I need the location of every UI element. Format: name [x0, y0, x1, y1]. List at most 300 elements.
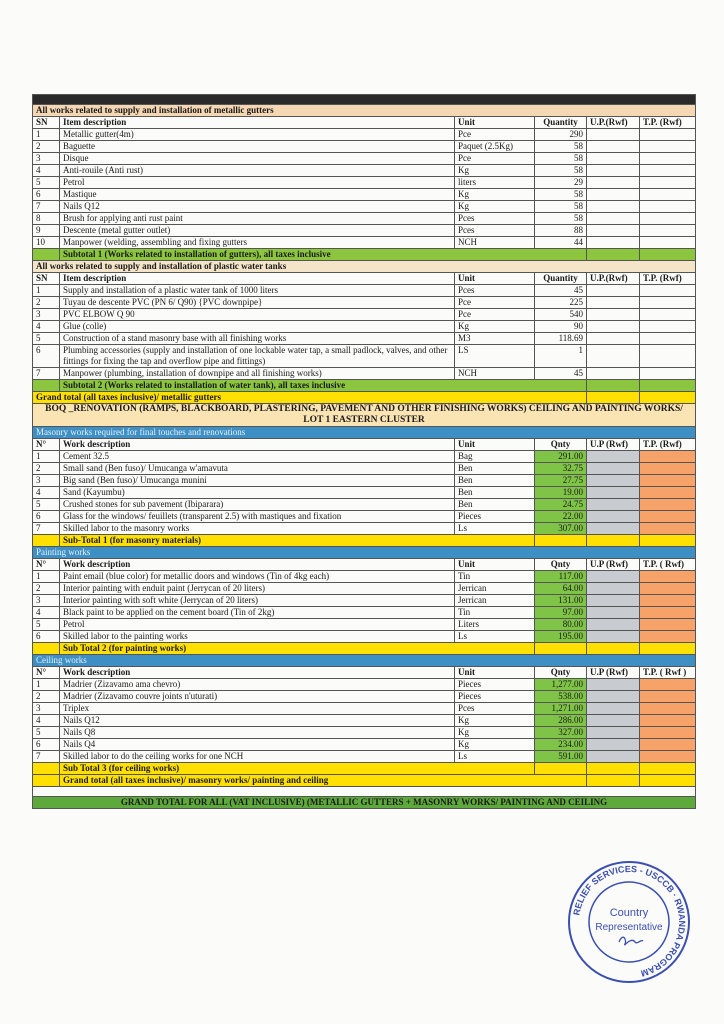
- item-description: Anti-rouile (Anti rust): [60, 165, 455, 177]
- quantity: 1,271.00: [535, 703, 587, 715]
- row-number: 3: [33, 595, 60, 607]
- item-description: Interior painting with soft white (Jerrycan of 20 liters): [60, 595, 455, 607]
- row-number: 1: [33, 451, 60, 463]
- unit: Kg: [455, 165, 535, 177]
- total-price: [640, 691, 696, 703]
- unit: Ls: [455, 751, 535, 763]
- row-number: 1: [33, 571, 60, 583]
- table-row: [33, 571, 696, 583]
- gutters-col-header: Unit: [455, 117, 535, 129]
- unit-price: [587, 703, 640, 715]
- total-price: [640, 345, 696, 368]
- gutters-heading: All works related to supply and installation of metallic gutters: [33, 105, 696, 117]
- table-row: [33, 583, 696, 595]
- unit: Ls: [455, 523, 535, 535]
- gutters-subtotal: Subtotal 1 (Works related to installation of gutters), all taxes inclusive: [60, 249, 587, 261]
- table-row: [33, 451, 696, 463]
- painting-column-header: [33, 559, 696, 571]
- signature-scribble: [619, 937, 643, 945]
- tanks-col-header: SN: [33, 273, 60, 285]
- unit-price: [587, 201, 640, 213]
- table-row: [33, 727, 696, 739]
- item-description: Descente (metal gutter outlet): [60, 225, 455, 237]
- quantity: 27.75: [535, 475, 587, 487]
- total-price: [640, 201, 696, 213]
- unit: Bag: [455, 451, 535, 463]
- unit: Ben: [455, 475, 535, 487]
- quantity: 45: [535, 285, 587, 297]
- total-price: [640, 703, 696, 715]
- quantity: 538.00: [535, 691, 587, 703]
- gutters-col-header: T.P. (Rwf): [640, 117, 696, 129]
- unit-price: [587, 511, 640, 523]
- item-description: Supply and installation of a plastic water tank of 1000 liters: [60, 285, 455, 297]
- total-price: [640, 309, 696, 321]
- tanks-col-header: Item description: [60, 273, 455, 285]
- total-price: [640, 679, 696, 691]
- total-price: [640, 451, 696, 463]
- unit: Jerrican: [455, 583, 535, 595]
- total-price: [640, 321, 696, 333]
- row-number: 3: [33, 309, 60, 321]
- unit: Pce: [455, 297, 535, 309]
- quantity: 58: [535, 213, 587, 225]
- table-row: [33, 511, 696, 523]
- unit-price: [587, 715, 640, 727]
- total-price: [640, 285, 696, 297]
- item-description: Nails Q12: [60, 715, 455, 727]
- table-row: [33, 309, 696, 321]
- table-row: [33, 368, 696, 380]
- table-row: [33, 691, 696, 703]
- table-row: [33, 345, 696, 368]
- row-number: 2: [33, 297, 60, 309]
- unit-price: [587, 739, 640, 751]
- masonry-col-header: N°: [33, 439, 60, 451]
- ceiling-col-header: T.P. ( Rwf ): [640, 667, 696, 679]
- table-row: [33, 201, 696, 213]
- unit: NCH: [455, 237, 535, 249]
- stamp-line-country: Country: [609, 907, 649, 919]
- item-description: Madrier (Zizavamo couvre joints n'uturati): [60, 691, 455, 703]
- unit-price: [587, 321, 640, 333]
- total-price: [640, 475, 696, 487]
- quantity: 1,277.00: [535, 679, 587, 691]
- unit: Tin: [455, 607, 535, 619]
- quantity: 58: [535, 201, 587, 213]
- total-price: [640, 511, 696, 523]
- unit: Pce: [455, 153, 535, 165]
- table-row: [33, 129, 696, 141]
- item-description: Petrol: [60, 619, 455, 631]
- unit-price: [587, 333, 640, 345]
- item-description: Plumbing accessories (supply and installation of one lockable water tap, a small padlock, valves, and other fittings for fixing the tap and overflow pipe and fittings): [60, 345, 455, 368]
- unit: Pces: [455, 703, 535, 715]
- quantity: 291.00: [535, 451, 587, 463]
- item-description: Sand (Kayumbu): [60, 487, 455, 499]
- unit: M3: [455, 333, 535, 345]
- unit: LS: [455, 345, 535, 368]
- unit: Jerrican: [455, 595, 535, 607]
- total-price: [640, 739, 696, 751]
- total-price: [640, 619, 696, 631]
- ceiling-grand-total: Grand total (all taxes inclusive)/ masonry works/ painting and ceiling: [60, 775, 587, 787]
- item-description: Construction of a stand masonry base with all finishing works: [60, 333, 455, 345]
- row-number: 5: [33, 499, 60, 511]
- unit: Ben: [455, 463, 535, 475]
- item-description: Crushed stones for sub pavement (Ibiparara): [60, 499, 455, 511]
- unit-price: [587, 583, 640, 595]
- unit: Kg: [455, 201, 535, 213]
- unit-price: [587, 141, 640, 153]
- unit-price: [587, 285, 640, 297]
- masonry-col-header: Work description: [60, 439, 455, 451]
- quantity: 1: [535, 345, 587, 368]
- item-description: Big sand (Ben fuso)/ Umucanga munini: [60, 475, 455, 487]
- unit: Kg: [455, 189, 535, 201]
- table-row: [33, 213, 696, 225]
- table-row: [33, 703, 696, 715]
- item-description: Paint email (blue color) for metallic doors and windows (Tin of 4kg each): [60, 571, 455, 583]
- unit-price: [587, 177, 640, 189]
- total-price: [640, 368, 696, 380]
- total-price: [640, 583, 696, 595]
- item-description: Triplex: [60, 703, 455, 715]
- masonry-subtotal: Sub-Total 1 (for masonry materials): [60, 535, 535, 547]
- total-price: [640, 751, 696, 763]
- masonry-column-header: [33, 439, 696, 451]
- total-price: [640, 333, 696, 345]
- table-row: [33, 165, 696, 177]
- gutters-table: [32, 94, 696, 809]
- quantity: 591.00: [535, 751, 587, 763]
- total-price: [640, 595, 696, 607]
- unit: Kg: [455, 739, 535, 751]
- quantity: 225: [535, 297, 587, 309]
- table-row: [33, 285, 696, 297]
- item-description: Metallic gutter(4m): [60, 129, 455, 141]
- table-row: [33, 679, 696, 691]
- painting-col-header: Unit: [455, 559, 535, 571]
- unit: Ls: [455, 631, 535, 643]
- table-row: [33, 141, 696, 153]
- row-number: 3: [33, 703, 60, 715]
- table-row: [33, 189, 696, 201]
- row-number: 4: [33, 715, 60, 727]
- unit-price: [587, 607, 640, 619]
- table-row: [33, 225, 696, 237]
- row-number: 4: [33, 321, 60, 333]
- gutters-col-header: U.P.(Rwf): [587, 117, 640, 129]
- quantity: 19.00: [535, 487, 587, 499]
- total-price: [640, 165, 696, 177]
- total-price: [640, 129, 696, 141]
- unit-price: [587, 499, 640, 511]
- quantity: 22.00: [535, 511, 587, 523]
- row-number: 2: [33, 463, 60, 475]
- quantity: 44: [535, 237, 587, 249]
- header-bar: [33, 95, 696, 105]
- table-row: [33, 321, 696, 333]
- unit-price: [587, 679, 640, 691]
- unit: Pieces: [455, 511, 535, 523]
- item-description: Nails Q12: [60, 201, 455, 213]
- quantity: 80.00: [535, 619, 587, 631]
- unit: Kg: [455, 321, 535, 333]
- table-row: [33, 631, 696, 643]
- total-price: [640, 487, 696, 499]
- masonry-col-header: Unit: [455, 439, 535, 451]
- quantity: 45: [535, 368, 587, 380]
- painting-subtotal: Sub Total 2 (for painting works): [60, 643, 535, 655]
- row-number: 2: [33, 141, 60, 153]
- tanks-col-header: T.P. (Rwf): [640, 273, 696, 285]
- table-row: [33, 297, 696, 309]
- quantity: 195.00: [535, 631, 587, 643]
- unit: Pieces: [455, 679, 535, 691]
- total-price: [640, 225, 696, 237]
- total-price: [640, 153, 696, 165]
- item-description: Manpower (welding, assembling and fixing gutters: [60, 237, 455, 249]
- item-description: Brush for applying anti rust paint: [60, 213, 455, 225]
- unit-price: [587, 309, 640, 321]
- unit-price: [587, 237, 640, 249]
- table-row: [33, 619, 696, 631]
- grand-total-all: GRAND TOTAL FOR ALL (VAT INCLUSIVE) (METALLIC GUTTERS + MASONRY WORKS/ PAINTING AND CEILING: [33, 797, 696, 809]
- ceiling-col-header: N°: [33, 667, 60, 679]
- unit-price: [587, 213, 640, 225]
- row-number: 2: [33, 691, 60, 703]
- quantity: 29: [535, 177, 587, 189]
- unit-price: [587, 451, 640, 463]
- row-number: 5: [33, 177, 60, 189]
- quantity: 58: [535, 165, 587, 177]
- quantity: 290: [535, 129, 587, 141]
- row-number: 6: [33, 345, 60, 368]
- unit: Pces: [455, 213, 535, 225]
- boq-sheet: [32, 94, 695, 809]
- unit: Kg: [455, 715, 535, 727]
- quantity: 90: [535, 321, 587, 333]
- row-number: 7: [33, 368, 60, 380]
- table-row: [33, 595, 696, 607]
- ceiling-col-header: Work description: [60, 667, 455, 679]
- item-description: Mastique: [60, 189, 455, 201]
- gutters-col-header: Item description: [60, 117, 455, 129]
- unit-price: [587, 571, 640, 583]
- ceiling-col-header: U.P (Rwf): [587, 667, 640, 679]
- unit-price: [587, 368, 640, 380]
- gutters-col-header: SN: [33, 117, 60, 129]
- unit-price: [587, 189, 640, 201]
- quantity: 327.00: [535, 727, 587, 739]
- total-price: [640, 523, 696, 535]
- stamp-ring-text: RELIEF SERVICES - USCCB · RWANDA PROGRAM: [571, 863, 688, 979]
- unit-price: [587, 523, 640, 535]
- row-number: 7: [33, 523, 60, 535]
- unit-price: [587, 129, 640, 141]
- unit-price: [587, 691, 640, 703]
- row-number: 4: [33, 607, 60, 619]
- masonry-col-header: T.P. (Rwf): [640, 439, 696, 451]
- ceiling-col-header: Unit: [455, 667, 535, 679]
- item-description: Petrol: [60, 177, 455, 189]
- quantity: 234.00: [535, 739, 587, 751]
- unit-price: [587, 297, 640, 309]
- painting-heading: Painting works: [33, 547, 696, 559]
- boq-title: BOQ _RENOVATION (RAMPS, BLACKBOARD, PLASTERING, PAVEMENT AND OTHER FINISHING WORKS) CEILING AND PAINTING WORKS/ LOT 1 EASTERN CLUSTER: [33, 404, 696, 427]
- total-price: [640, 213, 696, 225]
- quantity: 58: [535, 153, 587, 165]
- item-description: Glue (colle): [60, 321, 455, 333]
- quantity: 118.69: [535, 333, 587, 345]
- painting-col-header: Qnty: [535, 559, 587, 571]
- tanks-col-header: U.P.(Rwf): [587, 273, 640, 285]
- total-price: [640, 297, 696, 309]
- masonry-heading: Masonry works required for final touches and renovations: [33, 427, 696, 439]
- painting-col-header: N°: [33, 559, 60, 571]
- quantity: 64.00: [535, 583, 587, 595]
- row-number: 2: [33, 583, 60, 595]
- quantity: 97.00: [535, 607, 587, 619]
- unit-price: [587, 165, 640, 177]
- masonry-col-header: U.P (Rwf): [587, 439, 640, 451]
- gutters-col-header: Quantity: [535, 117, 587, 129]
- row-number: 5: [33, 333, 60, 345]
- row-number: 6: [33, 631, 60, 643]
- row-number: 1: [33, 679, 60, 691]
- row-number: 5: [33, 619, 60, 631]
- tanks-subtotal: Subtotal 2 (Works related to installation of water tank), all taxes inclusive: [60, 380, 587, 392]
- item-description: Nails Q8: [60, 727, 455, 739]
- table-row: [33, 153, 696, 165]
- unit: Liters: [455, 619, 535, 631]
- quantity: 32.75: [535, 463, 587, 475]
- total-price: [640, 141, 696, 153]
- ceiling-subtotal: Sub Total 3 (for ceiling works): [60, 763, 535, 775]
- quantity: 58: [535, 189, 587, 201]
- unit: NCH: [455, 368, 535, 380]
- total-price: [640, 177, 696, 189]
- painting-col-header: T.P. ( Rwf): [640, 559, 696, 571]
- quantity: 131.00: [535, 595, 587, 607]
- item-description: Skilled labor to do the ceiling works for one NCH: [60, 751, 455, 763]
- unit: Pieces: [455, 691, 535, 703]
- total-price: [640, 463, 696, 475]
- row-number: 7: [33, 201, 60, 213]
- row-number: 4: [33, 165, 60, 177]
- unit-price: [587, 475, 640, 487]
- ceiling-column-header: [33, 667, 696, 679]
- item-description: Baguette: [60, 141, 455, 153]
- table-row: [33, 523, 696, 535]
- item-description: Disque: [60, 153, 455, 165]
- quantity: 24.75: [535, 499, 587, 511]
- unit: Ben: [455, 499, 535, 511]
- painting-col-header: U.P (Rwf): [587, 559, 640, 571]
- country-representative-stamp: [565, 858, 693, 986]
- unit: Pces: [455, 225, 535, 237]
- item-description: Manpower (plumbing, installation of downpipe and all finishing works): [60, 368, 455, 380]
- total-price: [640, 715, 696, 727]
- row-number: 1: [33, 129, 60, 141]
- unit: Pce: [455, 309, 535, 321]
- row-number: 5: [33, 727, 60, 739]
- table-row: [33, 751, 696, 763]
- unit-price: [587, 619, 640, 631]
- item-description: Interior painting with enduit paint (Jerrycan of 20 liters): [60, 583, 455, 595]
- total-price: [640, 499, 696, 511]
- total-price: [640, 607, 696, 619]
- table-row: [33, 607, 696, 619]
- unit: Pce: [455, 129, 535, 141]
- total-price: [640, 237, 696, 249]
- unit-price: [587, 595, 640, 607]
- item-description: Black paint to be applied on the cement board (Tin of 2kg): [60, 607, 455, 619]
- unit-price: [587, 153, 640, 165]
- item-description: Nails Q4: [60, 739, 455, 751]
- unit: Kg: [455, 727, 535, 739]
- total-price: [640, 571, 696, 583]
- tanks-col-header: Quantity: [535, 273, 587, 285]
- unit-price: [587, 463, 640, 475]
- spacer-row: [33, 787, 696, 797]
- table-row: [33, 237, 696, 249]
- tanks-col-header: Unit: [455, 273, 535, 285]
- table-row: [33, 499, 696, 511]
- unit-price: [587, 727, 640, 739]
- item-description: PVC ELBOW Q 90: [60, 309, 455, 321]
- total-price: [640, 631, 696, 643]
- item-description: Cement 32.5: [60, 451, 455, 463]
- quantity: 540: [535, 309, 587, 321]
- table-row: [33, 177, 696, 189]
- quantity: 88: [535, 225, 587, 237]
- quantity: 307.00: [535, 523, 587, 535]
- unit: Paquet (2.5Kg): [455, 141, 535, 153]
- unit-price: [587, 345, 640, 368]
- stamp-line-representative: Representative: [595, 922, 663, 933]
- unit: Tin: [455, 571, 535, 583]
- table-row: [33, 715, 696, 727]
- gutters-grand-total: Grand total (all taxes inclusive)/ metallic gutters: [33, 392, 587, 404]
- tanks-heading: All works related to supply and installation of plastic water tanks: [33, 261, 696, 273]
- item-description: Glass for the windows/ feuillets (transparent 2.5) with mastiques and fixation: [60, 511, 455, 523]
- item-description: Tuyau de descente PVC (PN 6/ Q90) {PVC downpipe}: [60, 297, 455, 309]
- row-number: 6: [33, 189, 60, 201]
- row-number: 3: [33, 475, 60, 487]
- unit: Ben: [455, 487, 535, 499]
- total-price: [640, 727, 696, 739]
- row-number: 6: [33, 739, 60, 751]
- gutters-column-header: [33, 117, 696, 129]
- item-description: Small sand (Ben fuso)/ Umucanga w'amavuta: [60, 463, 455, 475]
- table-row: [33, 739, 696, 751]
- table-row: [33, 475, 696, 487]
- quantity: 286.00: [535, 715, 587, 727]
- ceiling-col-header: Qnty: [535, 667, 587, 679]
- unit-price: [587, 631, 640, 643]
- item-description: Madrier (Zizavamo ama chevro): [60, 679, 455, 691]
- unit-price: [587, 225, 640, 237]
- unit-price: [587, 487, 640, 499]
- table-row: [33, 463, 696, 475]
- quantity: 58: [535, 141, 587, 153]
- row-number: 1: [33, 285, 60, 297]
- unit-price: [587, 751, 640, 763]
- unit: liters: [455, 177, 535, 189]
- row-number: 6: [33, 511, 60, 523]
